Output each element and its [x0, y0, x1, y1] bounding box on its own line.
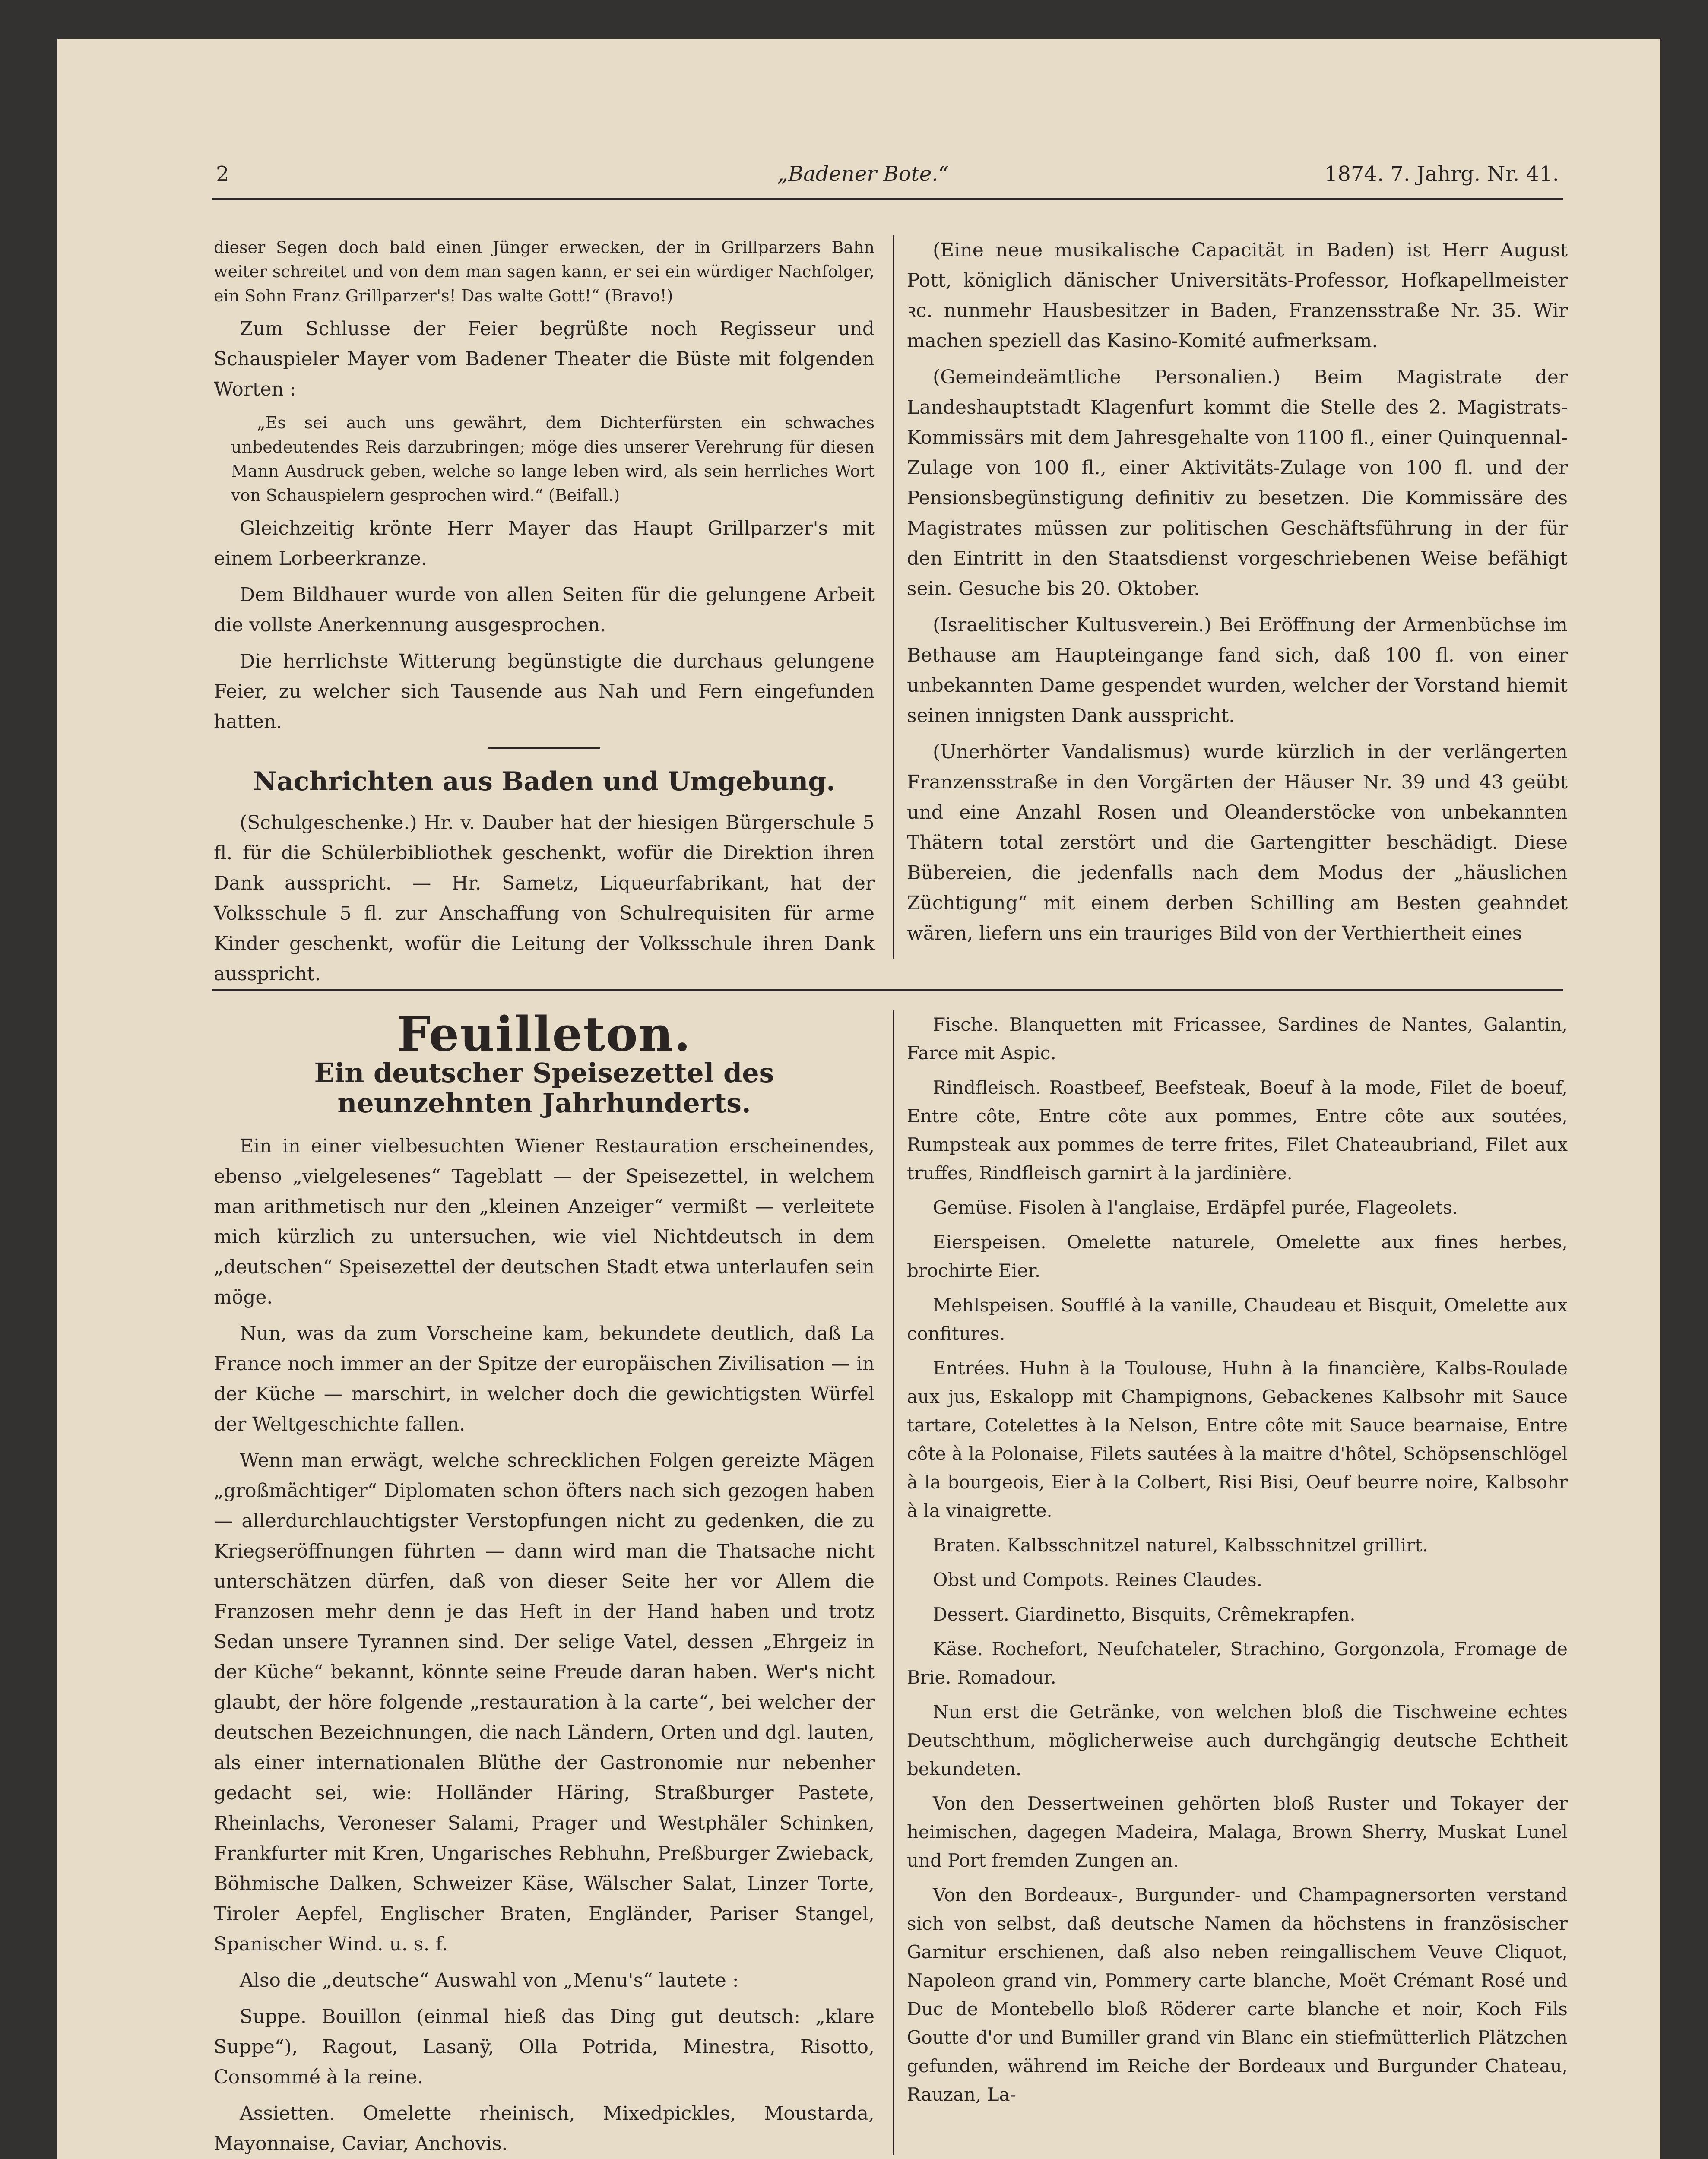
top-left-column — [214, 235, 875, 995]
menu-paragraph: Rindfleisch. Roastbeef, Beefsteak, Boeuf à la mode, Filet de boeuf, Entre côte, Entre côte aux pommes, Entre côte aux soutées, Rumpsteak aux pommes de terre frites, Filet Chateaubriand, Filet aux truffes, Rindfleisch garnirt à la jardinière. — [907, 1077, 1568, 1184]
paragraph: Zum Schlusse der Feier begrüßte noch Regisseur und Schauspieler Mayer vom Badener Theater die Büste mit folgenden Worten : — [214, 318, 875, 400]
menu-paragraph: Braten. Kalbsschnitzel naturel, Kalbsschnitzel grillirt. — [933, 1535, 1428, 1556]
menu-paragraph: Eierspeisen. Omelette naturele, Omelette aux fines herbes, brochirte Eier. — [907, 1231, 1568, 1281]
page-header — [216, 162, 1559, 190]
paragraph: Assietten. Omelette rheinisch, Mixedpickles, Moustarda, Mayonnaise, Caviar, Anchovis. — [214, 2102, 875, 2155]
section-separator — [488, 747, 600, 749]
column-divider-bottom — [893, 1010, 894, 2155]
header-rule — [212, 198, 1563, 200]
feuilleton-subtitle: Ein deutscher Speisezettel des neunzehnten Jahrhunderts. — [314, 1057, 774, 1119]
paragraph: Nun erst die Getränke, von welchen bloß die Tischweine echtes Deutschthum, möglicherweise auch durchgängig deutsche Echtheit bekundeten. — [907, 1701, 1568, 1779]
menu-paragraph: Fische. Blanquetten mit Fricassee, Sardines de Nantes, Galantin, Farce mit Aspic. — [907, 1014, 1568, 1064]
paragraph: Suppe. Bouillon (einmal hieß das Ding gut deutsch: „klare Suppe“), Ragout, Lasanÿ, Olla Potrida, Minestra, Risotto, Consommé à la reine. — [214, 2006, 875, 2088]
menu-paragraph: Dessert. Giardinetto, Bisquits, Crêmekrapfen. — [933, 1604, 1356, 1625]
paragraph: (Schulgeschenke.) Hr. v. Dauber hat der hiesigen Bürgerschule 5 fl. für die Schülerbibliothek geschenkt, wofür die Direktion ihren Dank ausspricht. — Hr. Sametz, Liqueurfabrikant, hat der Volksschule 5 fl. zur Anschaffung von Schulrequisiten für arme Kinder geschenkt, wofür die Leitung der Volksschule ihren Dank ausspricht. — [214, 812, 875, 985]
quote-paragraph: „Es sei auch uns gewährt, dem Dichterfürsten ein schwaches unbedeutendes Reis darzubringen; möge dies unserer Verehrung für diesen Mann Ausdruck geben, welche so lange leben wird, als sein herrliches Wort von Schauspielern gesprochen wird.“ (Beifall.) — [231, 413, 875, 505]
feuilleton-rule — [212, 989, 1563, 991]
paragraph: (Unerhörter Vandalismus) wurde kürzlich in der verlängerten Franzensstraße in den Vorgärten der Häuser Nr. 39 und 43 geübt und eine Anzahl Rosen und Oleanderstöcke von unbekannten Thätern total zerstört und die Gartengitter beschädigt. Diese Bübereien, die jedenfalls nach dem Modus der „häuslichen Züchtigung“ mit einem derben Schilling am Besten geahndet wären, liefern uns ein trauriges Bild von der Verthiertheit eines — [907, 741, 1568, 944]
top-right-column — [907, 235, 1568, 955]
menu-paragraph: Käse. Rochefort, Neufchateler, Strachino, Gorgonzola, Fromage de Brie. Romadour. — [907, 1638, 1568, 1688]
paragraph: dieser Segen doch bald einen Jünger erwecken, der in Grillparzers Bahn weiter schreitet und von dem man sagen kann, er sei ein würdiger Nachfolger, ein Sohn Franz Grillparzer's! Das walte Gott!“ (Bravo!) — [214, 238, 875, 305]
paragraph: (Eine neue musikalische Capacität in Baden) ist Herr August Pott, königlich dänischer Universitäts-Professor, Hofkapellmeister ꝛc. nunmehr Hausbesitzer in Baden, Franzensstraße Nr. 35. Wir machen speziell das Kasino-Komité aufmerksam. — [907, 239, 1568, 352]
menu-paragraph: Gemüse. Fisolen à l'anglaise, Erdäpfel purée, Flageolets. — [933, 1197, 1458, 1218]
section-heading: Nachrichten aus Baden und Umgebung. — [253, 766, 836, 797]
paragraph: Von den Bordeaux-, Burgunder- und Champagnersorten verstand sich von selbst, daß deutsche Namen da höchstens in französischer Garnitur erschienen, daß also neben reingallischem Veuve Cliquot, Napoleon grand vin, Pommery carte blanche, Moët Crémant Rosé und Duc de Montebello bloß Röderer carte blanche et noir, Koch Fils Goutte d'or und Bumiller grand vin Blanc ein stiefmütterlich Plätzchen gefunden, während im Reiche der Bordeaux und Burgunder Chateau, Rauzan, La- — [907, 1884, 1568, 2105]
feuilleton-title: Feuilleton. — [397, 1006, 691, 1062]
issue-info: 1874. 7. Jahrg. Nr. 41. — [1324, 162, 1559, 186]
paragraph: Also die „deutsche“ Auswahl von „Menu's“ lautete : — [240, 1969, 739, 1991]
paragraph: Wenn man erwägt, welche schrecklichen Folgen gereizte Mägen „großmächtiger“ Diplomaten schon öfters nach sich gezogen haben — allerdurchlauchtigster Verstopfungen nicht zu gedenken, die zu Kriegseröffnungen führten — dann wird man die Thatsache nicht unterschätzen dürfen, daß von dieser Seite her vor Allem die Franzosen mehr denn je das Heft in der Hand haben und trotz Sedan unsere Tyrannen sind. Der selige Vatel, dessen „Ehrgeiz in der Küche“ bekannt, könnte seine Freude daran haben. Wer's nicht glaubt, der höre folgende „restauration à la carte“, bei welcher der deutschen Bezeichnungen, die nach Ländern, Orten und dgl. lauten, als einer internationalen Blüthe der Gastronomie nur nebenher gedacht sei, wie: Holländer Häring, Straßburger Pastete, Rheinlachs, Veroneser Salami, Prager und Westphäler Schinken, Frankfurter mit Kren, Ungarisches Rebhuhn, Preßburger Zwieback, Böhmische Dalken, Schweizer Käse, Wälscher Salat, Linzer Torte, Tiroler Aepfel, Englischer Braten, Engländer, Pariser Stangel, Spanischer Wind. u. s. f. — [214, 1450, 875, 1955]
newspaper-title: „Badener Bote.“ — [777, 162, 949, 186]
paragraph: Nun, was da zum Vorscheine kam, bekundete deutlich, daß La France noch immer an der Spitze der europäischen Zivilisation — in der Küche — marschirt, in welcher doch die gewichtigsten Würfel der Weltgeschichte fallen. — [214, 1323, 875, 1435]
paragraph: (Israelitischer Kultusverein.) Bei Eröffnung der Armenbüchse im Bethause am Haupteingange fand sich, daß 100 fl. von einer unbekannten Dame gespendet wurden, welcher der Vorstand hiemit seinen innigsten Dank ausspricht. — [907, 614, 1568, 727]
menu-paragraph: Mehlspeisen. Soufflé à la vanille, Chaudeau et Bisquit, Omelette aux confitures. — [907, 1295, 1568, 1344]
paragraph: Von den Dessertweinen gehörten bloß Ruster und Tokayer der heimischen, dagegen Madeira, Malaga, Brown Sherry, Muskat Lunel und Port fremden Zungen an. — [907, 1793, 1568, 1871]
paragraph: Die herrlichste Witterung begünstigte die durchaus gelungene Feier, zu welcher sich Tausende aus Nah und Fern eingefunden hatten. — [214, 650, 875, 733]
paragraph: Dem Bildhauer wurde von allen Seiten für die gelungene Arbeit die vollste Anerkennung ausgesprochen. — [214, 584, 875, 636]
paragraph: (Gemeindeämtliche Personalien.) Beim Magistrate der Landeshauptstadt Klagenfurt kommt die Stelle des 2. Magistrats-Kommissärs mit dem Jahresgehalte von 1100 fl., einer Quinquennal-Zulage von 100 fl., einer Aktivitäts-Zulage von 100 fl. und der Pensionsbegünstigung definitiv zu besetzen. Die Kommissäre des Magistrates müssen zur politischen Geschäftsführung in der für den Eintritt in den Staatsdienst vorgeschriebenen Weise befähigt sein. Gesuche bis 20. Oktober. — [907, 366, 1568, 600]
feuilleton-right-column — [907, 1010, 1568, 2115]
paragraph: Gleichzeitig krönte Herr Mayer das Haupt Grillparzer's mit einem Lorbeerkranze. — [214, 517, 875, 570]
feuilleton-left-column — [214, 1006, 875, 2159]
paragraph: Ein in einer vielbesuchten Wiener Restauration erscheinendes, ebenso „vielgelesenes“ Tageblatt — der Speisezettel, in welchem man arithmetisch nur den „kleinen Anzeiger“ vermißt — verleitete mich kürzlich zu untersuchen, wie viel Nichtdeutsch in dem „deutschen“ Speisezettel der deutschen Stadt etwa unterlaufen sein möge. — [214, 1135, 875, 1308]
menu-paragraph: Obst und Compots. Reines Claudes. — [933, 1569, 1263, 1590]
menu-paragraph: Entrées. Huhn à la Toulouse, Huhn à la financière, Kalbs-Roulade aux jus, Eskalopp mit Champignons, Gebackenes Kalbsohr mit Sauce tartare, Cotelettes à la Nelson, Entre côte mit Sauce bearnaise, Entre côte à la Polonaise, Filets sautées à la maitre d'hôtel, Schöpsenschlögel à la bourgeois, Eier à la Colbert, Risi Bisi, Oeuf beurre noire, Kalbsohr à la vinaigrette. — [907, 1358, 1568, 1521]
column-divider-top — [893, 235, 894, 959]
page-number: 2 — [216, 162, 229, 186]
